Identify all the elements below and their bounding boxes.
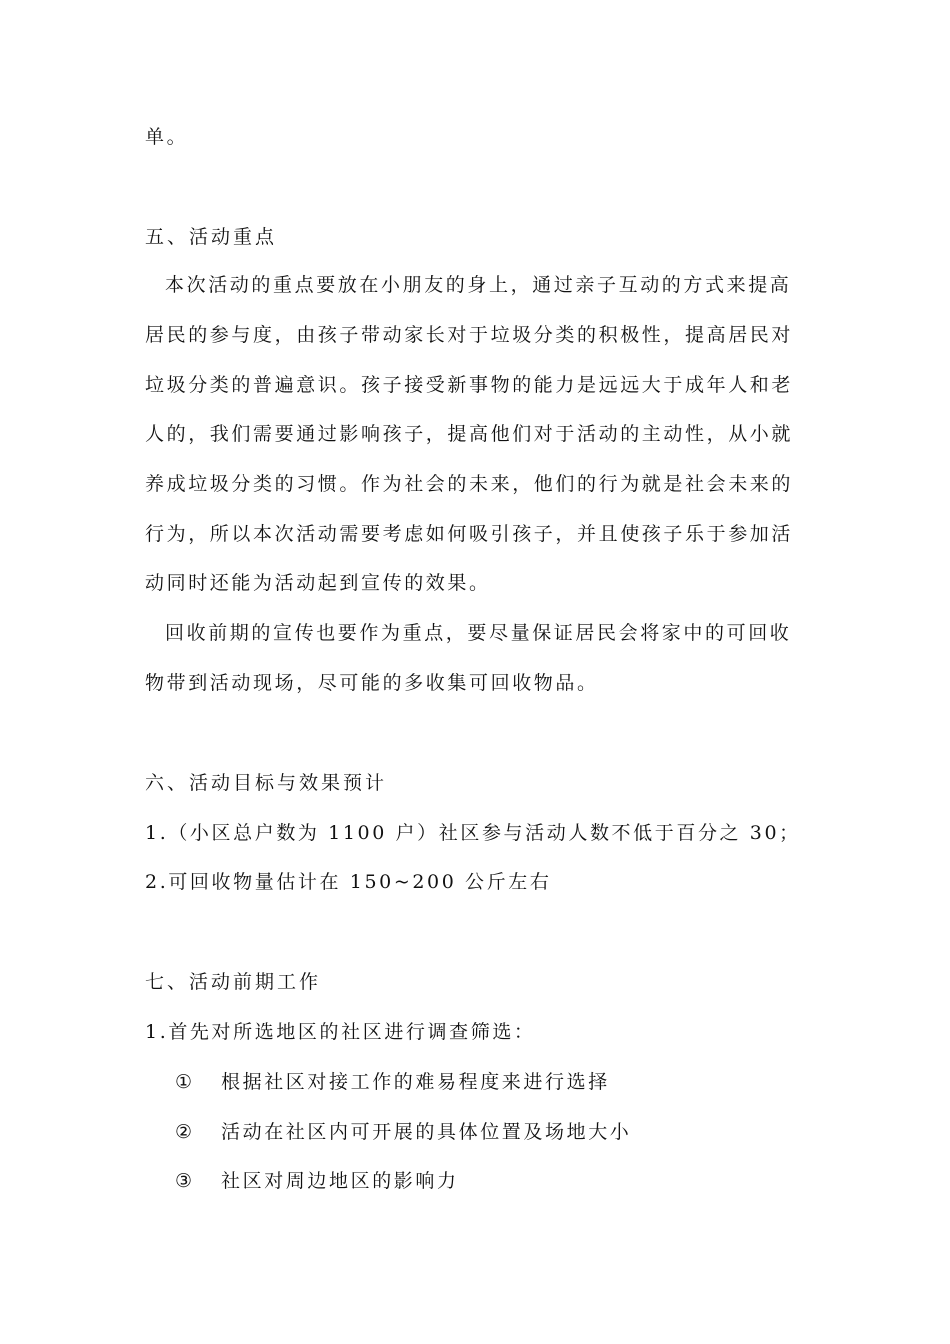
sub-list-item bbox=[175, 1119, 795, 1145]
paragraph-line: 垃圾分类的普遍意识。孩子接受新事物的能力是远远大于成年人和老 bbox=[145, 374, 794, 396]
paragraph-line: 回收前期的宣传也要作为重点，要尽量保证居民会将家中的可回收 bbox=[165, 622, 792, 644]
sub-list-item-text: 社区对周边地区的影响力 bbox=[221, 1170, 459, 1192]
text-line: 单。 bbox=[145, 126, 189, 148]
section-heading-focus: 五、活动重点 bbox=[145, 226, 278, 248]
paragraph-line: 行为，所以本次活动需要考虑如何吸引孩子，并且使孩子乐于参加活 bbox=[145, 523, 794, 545]
paragraph-line: 养成垃圾分类的习惯。作为社会的未来，他们的行为就是社会未来的 bbox=[145, 473, 794, 495]
list-item: 1.（小区总户数为 1100 户）社区参与活动人数不低于百分之 30； bbox=[145, 822, 801, 844]
sub-list-item-text: 根据社区对接工作的难易程度来进行选择 bbox=[221, 1071, 610, 1093]
paragraph-line: 人的，我们需要通过影响孩子，提高他们对于活动的主动性，从小就 bbox=[145, 423, 794, 445]
section-heading-preparation: 七、活动前期工作 bbox=[145, 971, 322, 993]
paragraph-line: 物带到活动现场，尽可能的多收集可回收物品。 bbox=[145, 672, 599, 694]
sub-list-item-text: 活动在社区内可开展的具体位置及场地大小 bbox=[221, 1121, 632, 1143]
list-item: 1.首先对所选地区的社区进行调查筛选： bbox=[145, 1021, 536, 1043]
paragraph-line: 本次活动的重点要放在小朋友的身上，通过亲子互动的方式来提高 bbox=[165, 274, 792, 296]
circled-number-marker: ① bbox=[175, 1071, 195, 1093]
sub-list-item bbox=[175, 1069, 795, 1095]
sub-list-item bbox=[175, 1168, 795, 1194]
circled-number-marker: ③ bbox=[175, 1170, 195, 1192]
section-heading-goals: 六、活动目标与效果预计 bbox=[145, 772, 388, 794]
circled-number-marker: ② bbox=[175, 1121, 195, 1143]
paragraph-line: 居民的参与度，由孩子带动家长对于垃圾分类的积极性，提高居民对 bbox=[145, 324, 794, 346]
paragraph-line: 动同时还能为活动起到宣传的效果。 bbox=[145, 572, 491, 594]
list-item: 2.可回收物量估计在 150~200 公斤左右 bbox=[145, 871, 552, 893]
